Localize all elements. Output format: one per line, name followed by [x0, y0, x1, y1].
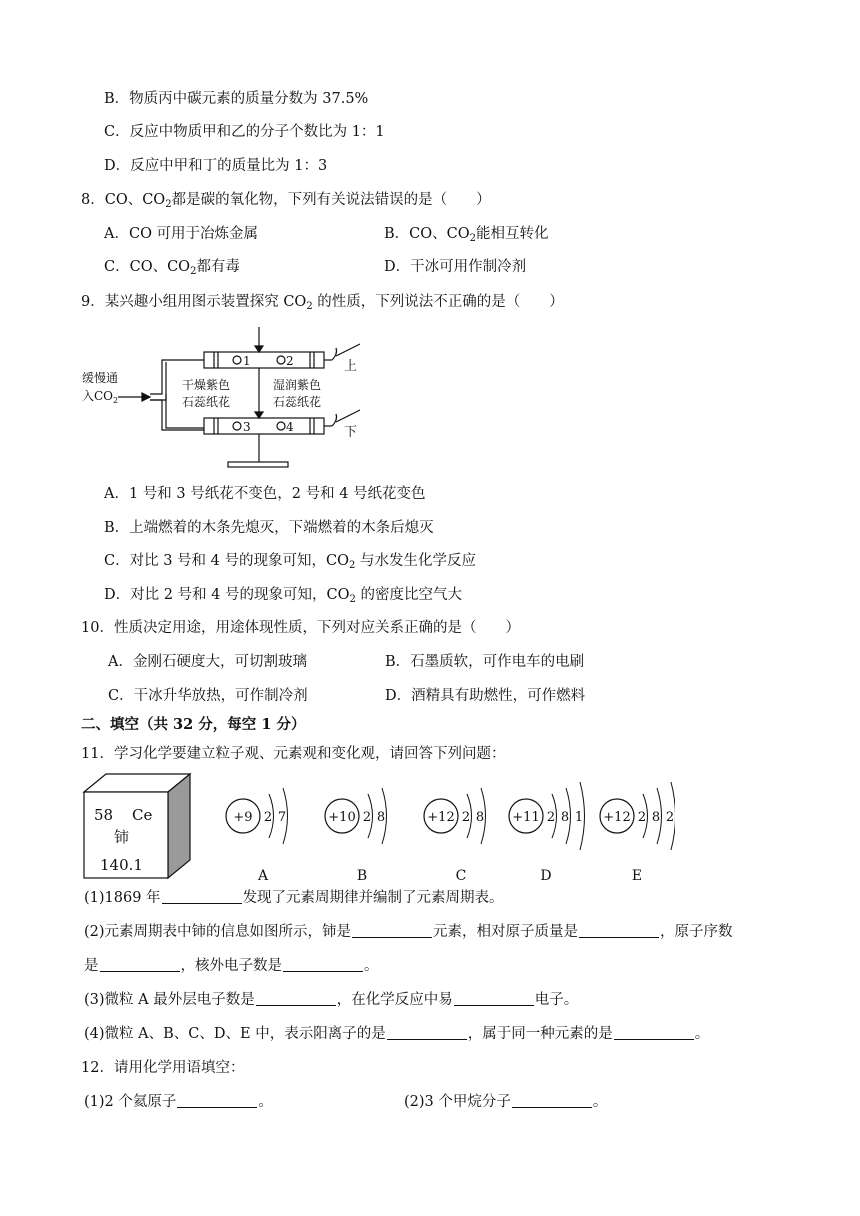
- subscript: 2: [306, 301, 313, 312]
- q12-part-2-text-a: (2)3 个甲烷分子: [404, 1094, 511, 1110]
- subscript: 2: [165, 199, 172, 210]
- figure-bottom-label: 下: [344, 425, 358, 440]
- q10-option-a: A．金刚石硬度大，可切割玻璃: [108, 654, 307, 670]
- figure-inlet-label-1: 缓慢通: [82, 371, 119, 385]
- q9-option-d-text-a: D．对比 2 号和 4 号的现象可知，CO: [104, 587, 350, 603]
- figure-number-2: 2: [286, 354, 294, 368]
- q11-part-2-text-c: ，原子序数: [660, 924, 733, 940]
- q11-part-4-text-c: 。: [694, 1026, 710, 1042]
- answer-blank[interactable]: [352, 923, 432, 938]
- q9-option-a: A．1 号和 3 号纸花不变色，2 号和 4 号纸花变色: [104, 486, 426, 502]
- figure-number-4: 4: [286, 420, 294, 434]
- q11-part-3-text-c: 电子。: [534, 992, 579, 1008]
- figure-top-label: 上: [344, 359, 358, 374]
- electron-count: 8: [651, 810, 661, 825]
- co2-apparatus-figure: [78, 322, 378, 472]
- q8-stem-text-b: 都是碳的氧化物，下列有关说法错误的是（ ）: [171, 192, 491, 208]
- nucleus-charge: +9: [233, 810, 253, 825]
- q12-part-2: [404, 1092, 607, 1112]
- figure-dry-label-1: 干燥紫色: [182, 378, 231, 392]
- q8-option-c-text-b: 都有毒: [196, 259, 240, 275]
- electron-count: 2: [263, 810, 273, 825]
- electron-count: 2: [637, 810, 647, 825]
- q10-option-b: B．石墨质软，可作电车的电刷: [385, 654, 585, 670]
- answer-blank[interactable]: [387, 1025, 467, 1040]
- electron-count: 8: [560, 810, 570, 825]
- q11-part-2-text-a: (2)元素周期表中铈的信息如图所示，铈是: [84, 924, 352, 940]
- q8-option-c-text-a: C．CO、CO: [104, 259, 191, 275]
- answer-blank[interactable]: [162, 889, 242, 904]
- q11-part-2-cont: [84, 956, 379, 976]
- atom-diagram-d: [509, 782, 585, 884]
- q8-option-b-text-b: 能相互转化: [476, 226, 549, 242]
- q11-stem: 11．学习化学要建立粒子观、元素观和变化观，请回答下列问题：: [81, 746, 506, 762]
- electron-count: 2: [362, 810, 372, 825]
- q9-stem: [81, 292, 564, 317]
- atom-diagram-b: [325, 788, 387, 884]
- figure-inlet-label-2: 入$CO_2$: [82, 389, 119, 405]
- q12-stem: 12．请用化学用语填空：: [81, 1060, 245, 1076]
- element-card-number: 58: [94, 806, 114, 824]
- q11-part-2: [84, 922, 733, 942]
- q8-option-a: A．CO 可用于冶炼金属: [104, 226, 259, 242]
- q12-part-1-text-b: 。: [258, 1094, 273, 1110]
- q10-option-d: D．酒精具有助燃性，可作燃料: [385, 688, 586, 704]
- q11-part-4-text-a: (4)微粒 A、B、C、D、E 中，表示阳离子的是: [84, 1026, 386, 1042]
- q9-option-b: B．上端燃着的木条先熄灭，下端燃着的木条后熄灭: [104, 520, 434, 536]
- q8-option-b: [384, 224, 549, 249]
- atom-label: A: [257, 868, 269, 884]
- element-card-figure: [80, 770, 195, 882]
- electron-count: 8: [475, 810, 485, 825]
- q11-part-4-text-b: ，属于同一种元素的是: [467, 1026, 613, 1042]
- nucleus-charge: +11: [512, 810, 540, 825]
- q9-option-c: [104, 551, 476, 576]
- q9-option-d: [104, 585, 462, 610]
- answer-blank[interactable]: [614, 1025, 694, 1040]
- q8-stem: [81, 190, 491, 215]
- electron-count: 7: [277, 810, 287, 825]
- q7-option-b: B．物质丙中碳元素的质量分数为 37.5%: [104, 91, 369, 107]
- q8-option-c: [104, 257, 240, 282]
- answer-blank[interactable]: [283, 957, 363, 972]
- q9-option-c-text-a: C．对比 3 号和 4 号的现象可知，CO: [104, 553, 349, 569]
- answer-blank[interactable]: [177, 1093, 257, 1108]
- q9-option-c-text-b: 与水发生化学反应: [355, 553, 476, 569]
- answer-blank[interactable]: [512, 1093, 592, 1108]
- element-card-mass: 140.1: [100, 856, 143, 874]
- q11-part-2-text-e: ，核外电子数是: [180, 958, 282, 974]
- answer-blank[interactable]: [454, 991, 534, 1006]
- q8-option-d: D．干冰可用作制冷剂: [384, 259, 527, 275]
- electron-count: 2: [665, 810, 675, 825]
- q8-option-b-text-a: B．CO、CO: [384, 226, 470, 242]
- q11-part-3: [84, 990, 578, 1010]
- q11-part-3-text-a: (3)微粒 A 最外层电子数是: [84, 992, 255, 1008]
- atom-label: D: [540, 868, 552, 884]
- q11-part-3-text-b: ，在化学反应中易: [336, 992, 453, 1008]
- answer-blank[interactable]: [256, 991, 336, 1006]
- q11-part-1-text-b: 发现了元素周期律并编制了元素周期表。: [242, 890, 504, 906]
- electron-count: 2: [461, 810, 471, 825]
- atom-diagram-a: [226, 788, 288, 884]
- atom-label: B: [356, 868, 368, 884]
- nucleus-charge: +10: [328, 810, 356, 825]
- q12-part-1-text-a: (1)2 个氦原子: [84, 1094, 177, 1110]
- atom-label: C: [455, 868, 467, 884]
- figure-wet-label-1: 湿润紫色: [273, 378, 322, 392]
- q7-option-d: D．反应中甲和丁的质量比为 1：3: [104, 158, 328, 174]
- subscript: 2: [349, 594, 356, 605]
- subscript: 2: [348, 560, 356, 571]
- figure-wet-label-2: 石蕊纸花: [273, 395, 322, 409]
- q7-option-c: C．反应中物质甲和乙的分子个数比为 1：1: [104, 124, 385, 140]
- nucleus-charge: +12: [427, 810, 455, 825]
- subscript: 2: [190, 266, 197, 277]
- q11-part-4: [84, 1024, 709, 1044]
- atom-structure-diagrams: [215, 768, 675, 886]
- atom-label: E: [631, 868, 643, 884]
- subscript: 2: [469, 233, 476, 244]
- answer-blank[interactable]: [100, 957, 180, 972]
- q11-part-2-text-b: 元素，相对原子质量是: [433, 924, 579, 940]
- q9-stem-text-a: 9．某兴趣小组用图示装置探究 CO: [81, 294, 307, 310]
- nucleus-charge: +12: [603, 810, 631, 825]
- figure-number-3: 3: [243, 420, 251, 434]
- q8-stem-text-a: 8．CO、CO: [81, 192, 166, 208]
- q12-part-2-text-b: 。: [592, 1094, 608, 1110]
- electron-count: 8: [376, 810, 386, 825]
- q10-stem: 10．性质决定用途，用途体现性质，下列对应关系正确的是（ ）: [81, 620, 520, 636]
- q11-part-2-text-f: 。: [364, 958, 379, 974]
- q11-part-2-text-d: 是: [84, 958, 99, 974]
- atom-diagram-c: [424, 788, 486, 884]
- q9-stem-text-b: 的性质，下列说法不正确的是（ ）: [312, 294, 564, 310]
- q9-option-d-text-b: 的密度比空气大: [355, 587, 462, 603]
- q12-part-1: [84, 1092, 273, 1112]
- electron-count: 2: [546, 810, 556, 825]
- q10-option-c: C．干冰升华放热，可作制冷剂: [108, 688, 308, 704]
- figure-number-1: 1: [243, 354, 251, 368]
- q11-part-1-text-a: (1)1869 年: [84, 890, 161, 906]
- q11-part-1: [84, 888, 504, 908]
- element-card-symbol: Ce: [132, 806, 153, 824]
- atom-diagram-e: [600, 782, 675, 884]
- electron-count: 1: [574, 810, 584, 825]
- answer-blank[interactable]: [579, 923, 659, 938]
- figure-dry-label-2: 石蕊纸花: [182, 395, 231, 409]
- element-card-name: 铈: [114, 828, 130, 846]
- section-heading: 二、填空（共 32 分，每空 1 分）: [81, 716, 306, 733]
